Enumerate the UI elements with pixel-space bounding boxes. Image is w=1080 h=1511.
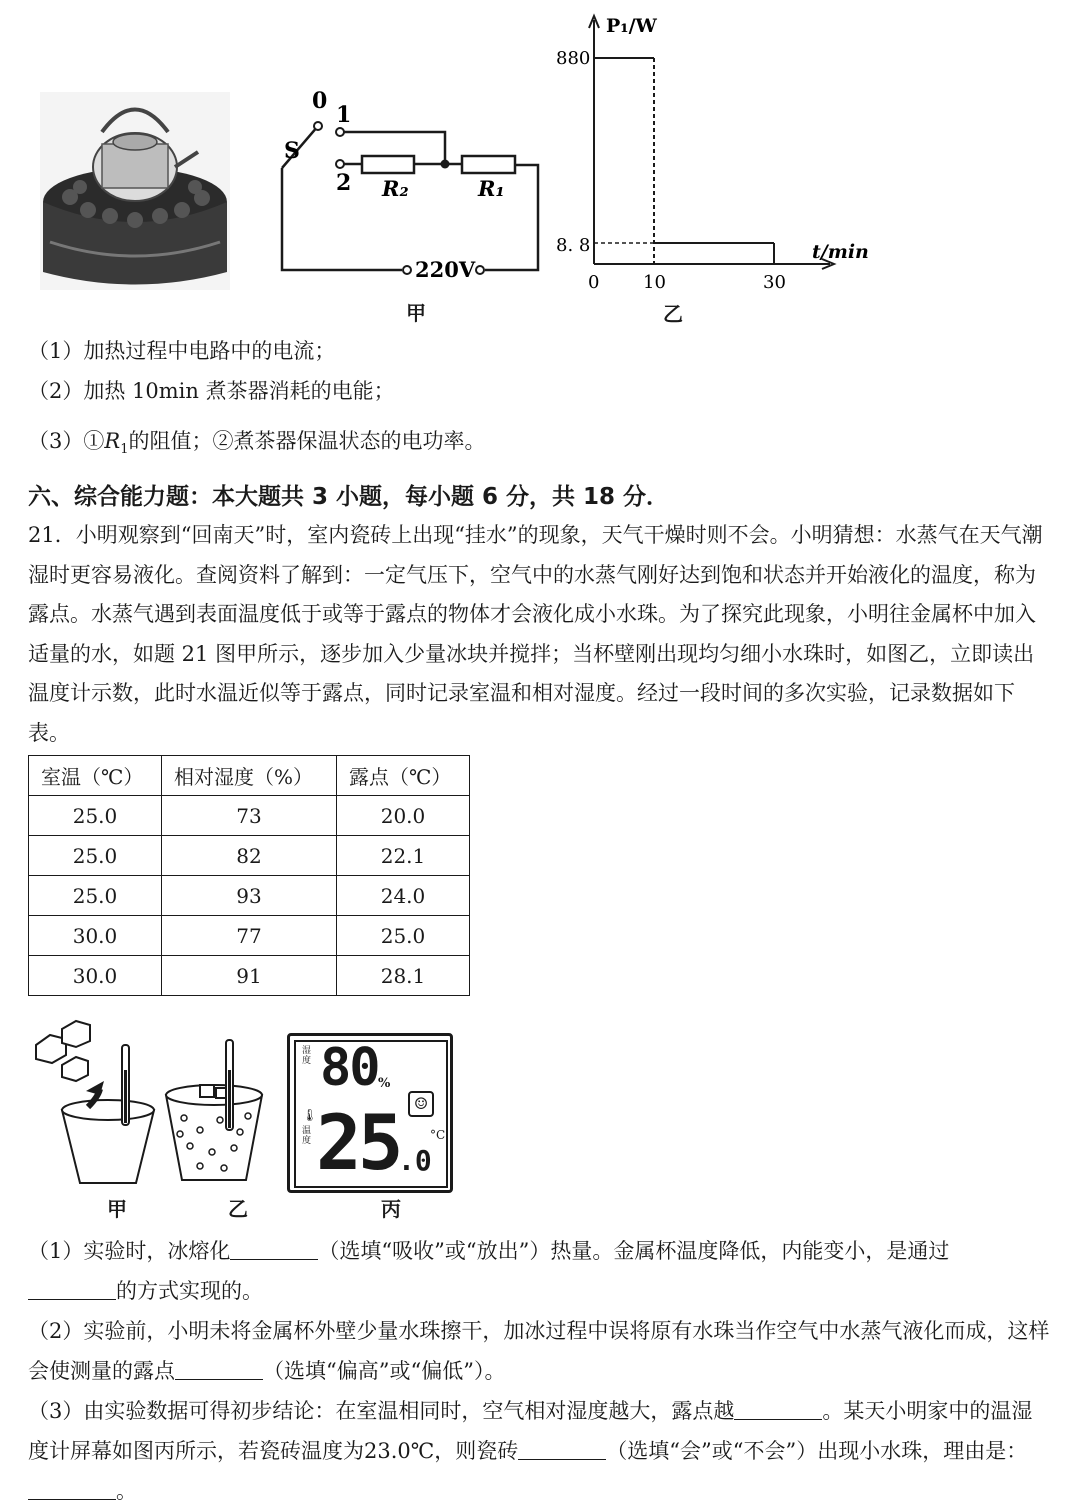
table-row bbox=[29, 796, 470, 836]
table-row bbox=[29, 836, 470, 876]
answer-blank[interactable] bbox=[518, 1437, 606, 1460]
q20-sub3: $(3)①R_1$的阻值；②煮茶器保温状态的电功率。 bbox=[28, 429, 486, 458]
fig21-caption-yi: 乙 bbox=[228, 1197, 248, 1221]
x-tick-0: 0 bbox=[588, 272, 600, 293]
answer-blank[interactable] bbox=[28, 1477, 116, 1500]
circuit-caption: 甲 bbox=[406, 301, 426, 325]
source-label: 220V bbox=[415, 257, 476, 282]
q21-sub1: （1）实验时，冰熔化 （选填“吸收”或“放出”）热量。金属杯温度降低，内能变小，是通过 的方式实现的。 bbox=[28, 1239, 950, 1303]
switch-pos-2: 2 bbox=[336, 170, 352, 196]
table-row bbox=[29, 876, 470, 916]
table-cell: 77 bbox=[162, 916, 337, 956]
table-row bbox=[29, 916, 470, 956]
q21-intro: 21．小明观察到“回南天”时，室内瓷砖上出现“挂水”的现象，天气干燥时则不会。小明猜想：水蒸气在天气潮湿时更容易液化。查阅资料了解到：一定气压下，空气中的水蒸气刚好达到饱和状态并开始液化的温度，称为露点。水蒸气遇到表面温度低于或等于露点的物体才会液化成小水珠。为了探究此现象，小明往金属杯中加入适量的水，如题 21 图甲所示，逐步加入少量冰块并搅拌；当杯壁刚出现均匀细小水珠时，如图乙，立即读出温度计示数，此时水温近似等于露点，同时记录室温和相对湿度。经过一段时间的多次实验，记录数据如下表。 bbox=[28, 523, 1043, 745]
r2-label: R₂ bbox=[382, 176, 409, 201]
table-header-row bbox=[29, 756, 470, 796]
switch-label: S bbox=[284, 138, 300, 164]
table-cell: 20.0 bbox=[337, 796, 470, 836]
section-heading: 六、综合能力题：本大题共 3 小题，每小题 6 分，共 18 分． bbox=[28, 484, 670, 510]
temp-label: 温度 bbox=[302, 1126, 312, 1146]
answer-blank[interactable] bbox=[230, 1237, 318, 1260]
humidity-label: 湿度 bbox=[302, 1046, 312, 1066]
circuit-diagram bbox=[270, 88, 560, 288]
q20-sub1: （1）加热过程中电路中的电流； bbox=[28, 339, 336, 363]
r1-label: R₁ bbox=[478, 176, 505, 201]
table-cell: 25.0 bbox=[29, 836, 162, 876]
temp-value: 25 bbox=[316, 1098, 400, 1187]
answer-blank[interactable] bbox=[28, 1277, 116, 1300]
table-cell: 25.0 bbox=[29, 876, 162, 916]
table-cell: 25.0 bbox=[337, 916, 470, 956]
table-cell: 28.1 bbox=[337, 956, 470, 996]
x-tick-30: 30 bbox=[763, 272, 786, 293]
fig21-caption-bing: 丙 bbox=[381, 1197, 401, 1221]
table-cell: 73 bbox=[162, 796, 337, 836]
y-tick-880: 880 bbox=[556, 48, 591, 69]
q20-sub2: （2）加热 10min 煮茶器消耗的电能； bbox=[28, 379, 395, 403]
answer-blank[interactable] bbox=[175, 1357, 263, 1380]
col-room-temp: 室温（℃） bbox=[29, 756, 162, 796]
switch-pos-1: 1 bbox=[336, 102, 352, 128]
table-cell: 93 bbox=[162, 876, 337, 916]
table-cell: 30.0 bbox=[29, 916, 162, 956]
col-dew-point: 露点（℃） bbox=[337, 756, 470, 796]
smile-icon: ☺ bbox=[408, 1091, 434, 1117]
fig21-caption-jia: 甲 bbox=[107, 1197, 127, 1221]
temp-unit: °C bbox=[430, 1128, 446, 1142]
table-cell: 22.1 bbox=[337, 836, 470, 876]
table-cell: 30.0 bbox=[29, 956, 162, 996]
x-axis-label: t/min bbox=[812, 241, 869, 263]
thermometer-icon: 🌡 bbox=[302, 1108, 318, 1122]
graph-caption: 乙 bbox=[663, 302, 683, 326]
cup-jia-figure bbox=[28, 1015, 168, 1190]
q21-sub3: （3）由实验数据可得初步结论：在室温相同时，空气相对湿度越大，露点越 。某天小明家中的温湿度计屏幕如图丙所示，若瓷砖温度为23.0℃，则瓷砖 （选填“会”或“不会”）出现小水珠，理由是：。 bbox=[28, 1399, 1033, 1503]
table-cell: 82 bbox=[162, 836, 337, 876]
q21-sub2: （2）实验前，小明未将金属杯外壁少量水珠擦干，加冰过程中误将原有水珠当作空气中水蒸气液化而成，这样会使测量的露点 （选填“偏高”或“偏低”）。 bbox=[28, 1319, 1050, 1383]
answer-blank[interactable] bbox=[734, 1397, 822, 1420]
table-cell: 24.0 bbox=[337, 876, 470, 916]
humidity-value: 80 bbox=[320, 1038, 379, 1098]
table-cell: 25.0 bbox=[29, 796, 162, 836]
table-row bbox=[29, 956, 470, 996]
y-axis-label: P₁/W bbox=[606, 15, 657, 37]
hygrometer-display bbox=[287, 1033, 453, 1193]
y-tick-8-8: 8. 8 bbox=[556, 235, 591, 256]
table-cell: 91 bbox=[162, 956, 337, 996]
temp-decimal: .0 bbox=[398, 1144, 432, 1177]
dew-point-table bbox=[28, 755, 470, 996]
power-time-graph bbox=[550, 6, 869, 326]
cup-yi-figure bbox=[160, 1040, 270, 1190]
tea-maker-photo bbox=[40, 92, 230, 290]
humidity-unit: % bbox=[378, 1076, 391, 1091]
switch-pos-0: 0 bbox=[312, 88, 328, 114]
x-tick-10: 10 bbox=[643, 272, 666, 293]
col-humidity: 相对湿度（%） bbox=[162, 756, 337, 796]
